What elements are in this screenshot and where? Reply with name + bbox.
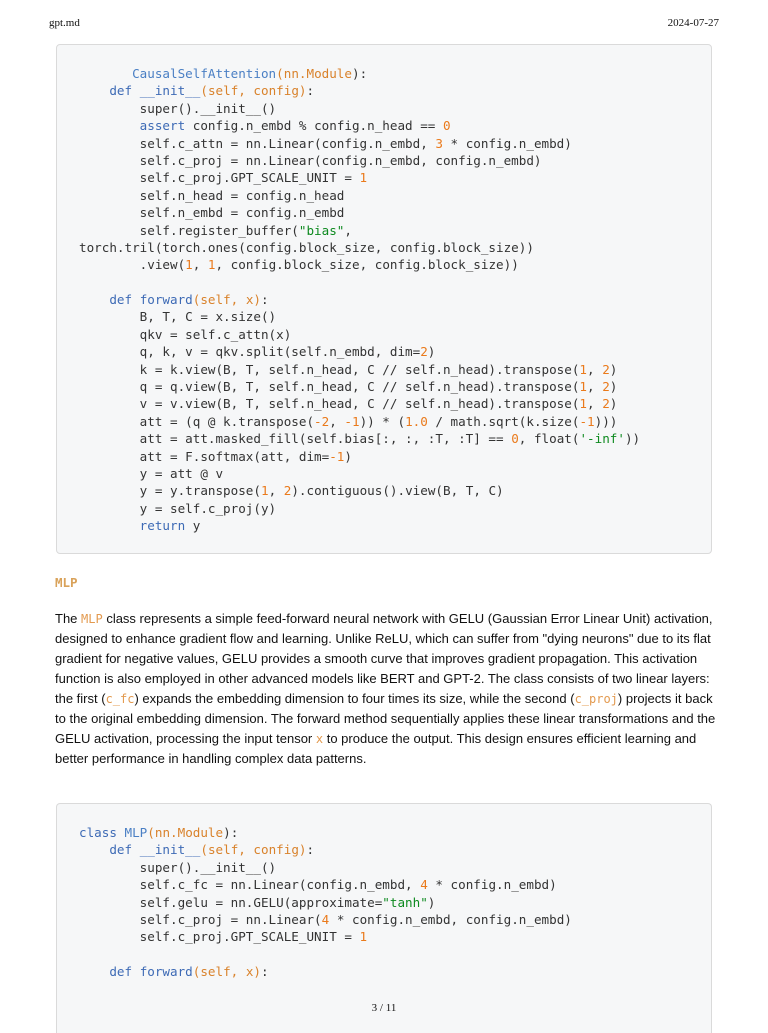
code-token: y = att @ v	[79, 465, 224, 481]
code-token: 1	[207, 257, 216, 273]
code-token: __init__	[139, 842, 201, 858]
code-token: (self, x)	[192, 964, 262, 980]
para-text: ) projects it back to the original embedding dimension. The forward method sequentially applies these linear transformations and the GELU activation, processing the input tensor	[55, 691, 716, 746]
code-token: nn.Module	[154, 825, 224, 840]
code-token: 1	[579, 379, 588, 395]
code-token: 2	[602, 396, 610, 412]
code-token: def	[109, 83, 133, 99]
code-token: ,	[192, 257, 208, 273]
code-token: (	[147, 825, 155, 840]
mlp-description-paragraph	[55, 609, 717, 769]
code-token: :	[261, 964, 269, 980]
code-line	[79, 135, 640, 152]
para-text: ) expands the embedding dimension to four times its size, while the second (	[134, 691, 575, 706]
code-token: )	[344, 448, 352, 464]
code-token: __init__	[139, 83, 201, 99]
code-token: 1	[579, 396, 588, 412]
code-token: 0	[511, 431, 519, 447]
code-line	[79, 117, 640, 134]
code-token: MLP	[124, 825, 148, 840]
para-text: to produce the output. This design ensures efficient learning and better performance in handling complex data patterns.	[55, 731, 697, 766]
code-token: )) * (	[359, 413, 406, 429]
code-token	[132, 292, 140, 307]
code-token: att = att.masked_fill(self.bias[:, :, :T, :T] ==	[79, 431, 512, 447]
code-token: 1.0	[405, 413, 428, 429]
code-token: 1	[359, 929, 368, 945]
code-line	[79, 361, 640, 378]
para-text: class represents a simple feed-forward neural network with GELU (Gaussian Error Linear Unit) activation, designed to enhance gradient flow and learning. Unlike ReLU, which can suffer from "dying neurons" due to its flat gradient for negative values, GELU provides a smooth curve that improves gradient propagation. This activation function is also employed in other advanced models like BERT and GPT-2. The class consists of two linear layers: the first (	[55, 611, 713, 706]
code-line	[79, 517, 640, 534]
code-line	[79, 169, 640, 186]
code-line	[79, 222, 640, 239]
code-token	[117, 825, 125, 840]
code-line	[79, 946, 572, 963]
code-token: .view(	[79, 257, 186, 273]
code-token: def	[109, 292, 133, 308]
code-token: ,	[587, 396, 603, 412]
code-token: 1	[185, 257, 193, 273]
code-line	[79, 500, 640, 517]
code-block-mlp	[56, 803, 712, 1033]
code-token: y	[185, 518, 201, 534]
code-token: 2	[283, 483, 292, 499]
code-line	[79, 928, 572, 945]
code-token: 2	[420, 344, 428, 360]
code-token	[132, 83, 140, 98]
code-token: self.c_fc = nn.Linear(config.n_embd,	[79, 877, 421, 893]
code-block-causal-self-attention	[56, 44, 712, 554]
code-token: * config.n_embd)	[427, 877, 557, 893]
code-token: self.n_head = config.n_head	[79, 187, 345, 203]
code-token	[79, 66, 132, 81]
code-text	[79, 824, 572, 981]
code-token: q, k, v = qkv.split(self.n_embd, dim=	[79, 344, 421, 360]
code-token: (self, config)	[200, 842, 307, 858]
code-token: y = y.transpose(	[79, 483, 261, 499]
code-token	[79, 118, 140, 133]
code-line	[79, 343, 640, 360]
code-line	[79, 859, 572, 876]
code-line	[79, 274, 640, 291]
code-token: att = F.softmax(att, dim=	[79, 448, 330, 464]
code-token: , float(	[518, 431, 580, 447]
code-token: self.c_proj = nn.Linear(config.n_embd, config.n_embd)	[79, 152, 542, 168]
code-text	[79, 65, 640, 535]
code-line	[79, 291, 640, 308]
code-line	[79, 204, 640, 221]
code-token: qkv = self.c_attn(x)	[79, 326, 292, 342]
inline-code-c-proj: c_proj	[574, 692, 618, 706]
code-token: ))	[624, 431, 641, 447]
code-token: (self, x)	[192, 292, 262, 308]
code-token: 3	[435, 135, 443, 151]
code-token: ):	[351, 66, 368, 81]
code-token: )	[427, 344, 436, 360]
code-token: config.n_embd % config.n_head ==	[185, 118, 443, 134]
code-line	[79, 82, 640, 99]
code-token: self.c_proj = nn.Linear(	[79, 911, 322, 927]
code-token: )	[427, 894, 436, 910]
code-token: * config.n_embd, config.n_embd)	[329, 911, 572, 927]
code-token	[132, 964, 140, 979]
code-token: 2	[602, 361, 610, 377]
code-token: class	[79, 825, 117, 840]
code-token: return	[139, 518, 186, 534]
code-token: B, T, C = x.size()	[79, 309, 277, 325]
code-token: 1	[359, 170, 368, 186]
code-token: :	[306, 83, 315, 99]
code-line	[79, 378, 640, 395]
code-token: self.c_proj.GPT_SCALE_UNIT =	[79, 170, 360, 186]
code-token: 4	[321, 911, 330, 927]
code-token: self.c_attn = nn.Linear(config.n_embd,	[79, 135, 436, 151]
code-token: * config.n_embd)	[442, 135, 572, 151]
code-token: )))	[594, 413, 618, 429]
page-number: 3 / 11	[371, 1002, 397, 1014]
code-line	[79, 841, 572, 858]
code-token: "tanh"	[382, 894, 428, 910]
code-line	[79, 430, 640, 447]
code-token: super().__init__()	[79, 100, 277, 116]
code-token: self.c_proj.GPT_SCALE_UNIT =	[79, 929, 360, 945]
code-token: ):	[223, 825, 239, 840]
code-line	[79, 65, 640, 82]
code-line	[79, 448, 640, 465]
code-token: ,	[268, 483, 284, 499]
code-token: , config.block_size, config.block_size))	[215, 257, 519, 273]
code-line	[79, 876, 572, 893]
code-token: q = q.view(B, T, self.n_head, C // self.n_head).transpose(	[79, 379, 580, 395]
code-line	[79, 256, 640, 273]
code-line	[79, 308, 640, 325]
code-line	[79, 963, 572, 980]
code-token: -1	[579, 413, 595, 429]
code-line	[79, 465, 640, 482]
inline-code-x: x	[315, 732, 324, 746]
code-line	[79, 894, 572, 911]
code-token: )	[609, 361, 618, 377]
code-line	[79, 326, 640, 343]
code-line	[79, 187, 640, 204]
code-token: super().__init__()	[79, 859, 277, 875]
code-token	[79, 842, 109, 857]
code-line	[79, 911, 572, 928]
code-token: 2	[602, 379, 610, 395]
code-token: ,	[587, 361, 603, 377]
code-token: "bias"	[298, 222, 345, 238]
code-token: 0	[442, 118, 451, 134]
code-token: ).contiguous().view(B, T, C)	[291, 483, 504, 499]
code-token	[132, 842, 140, 857]
code-token: -2	[314, 413, 330, 429]
code-token: ,	[587, 379, 603, 395]
code-token: k = k.view(B, T, self.n_head, C // self.n_head).transpose(	[79, 361, 580, 377]
code-token: 1	[579, 361, 588, 377]
code-line	[79, 395, 640, 412]
code-token	[79, 292, 109, 307]
code-token: def	[109, 842, 133, 858]
code-token: )	[609, 396, 618, 412]
code-token: (self, config)	[200, 83, 307, 99]
code-token: self.n_embd = config.n_embd	[79, 205, 345, 221]
code-token: y = self.c_proj(y)	[79, 500, 277, 516]
code-token: -1	[344, 413, 360, 429]
code-token: self.gelu = nn.GELU(approximate=	[79, 894, 383, 910]
code-token: def	[109, 964, 133, 980]
document-filename: gpt.md	[49, 17, 80, 29]
code-token: att = (q @ k.transpose(	[79, 413, 315, 429]
code-token: (	[276, 66, 284, 81]
code-token: self.register_buffer(	[79, 222, 299, 238]
document-date: 2024-07-27	[667, 17, 719, 29]
code-token: v = v.view(B, T, self.n_head, C // self.n_head).transpose(	[79, 396, 580, 412]
code-line	[79, 239, 640, 256]
inline-code-mlp: MLP	[81, 612, 103, 626]
code-line	[79, 824, 572, 841]
code-token: nn.Module	[283, 66, 352, 81]
code-token: torch.tril(torch.ones(config.block_size, config.block_size))	[79, 239, 534, 255]
code-token: 1	[260, 483, 269, 499]
code-token	[79, 83, 109, 98]
code-token	[79, 518, 140, 533]
code-line	[79, 413, 640, 430]
code-token: forward	[139, 964, 193, 980]
code-token: ,	[344, 222, 352, 238]
para-text: The	[55, 611, 82, 626]
code-token: -1	[329, 448, 345, 464]
code-token: '-inf'	[579, 431, 625, 447]
section-heading-mlp: MLP	[55, 575, 78, 590]
code-token: forward	[139, 292, 193, 308]
code-token: :	[261, 292, 269, 308]
code-token: )	[609, 379, 618, 395]
code-token: :	[306, 842, 315, 858]
inline-code-c-fc: c_fc	[105, 692, 135, 706]
code-line	[79, 152, 640, 169]
code-token: / math.sqrt(k.size(	[427, 413, 580, 429]
code-token: ,	[329, 413, 345, 429]
code-line	[79, 482, 640, 499]
code-token: assert	[139, 118, 186, 134]
code-token: 4	[420, 877, 428, 893]
code-line	[79, 100, 640, 117]
code-token	[79, 964, 109, 979]
code-token: CausalSelfAttention	[132, 66, 277, 81]
